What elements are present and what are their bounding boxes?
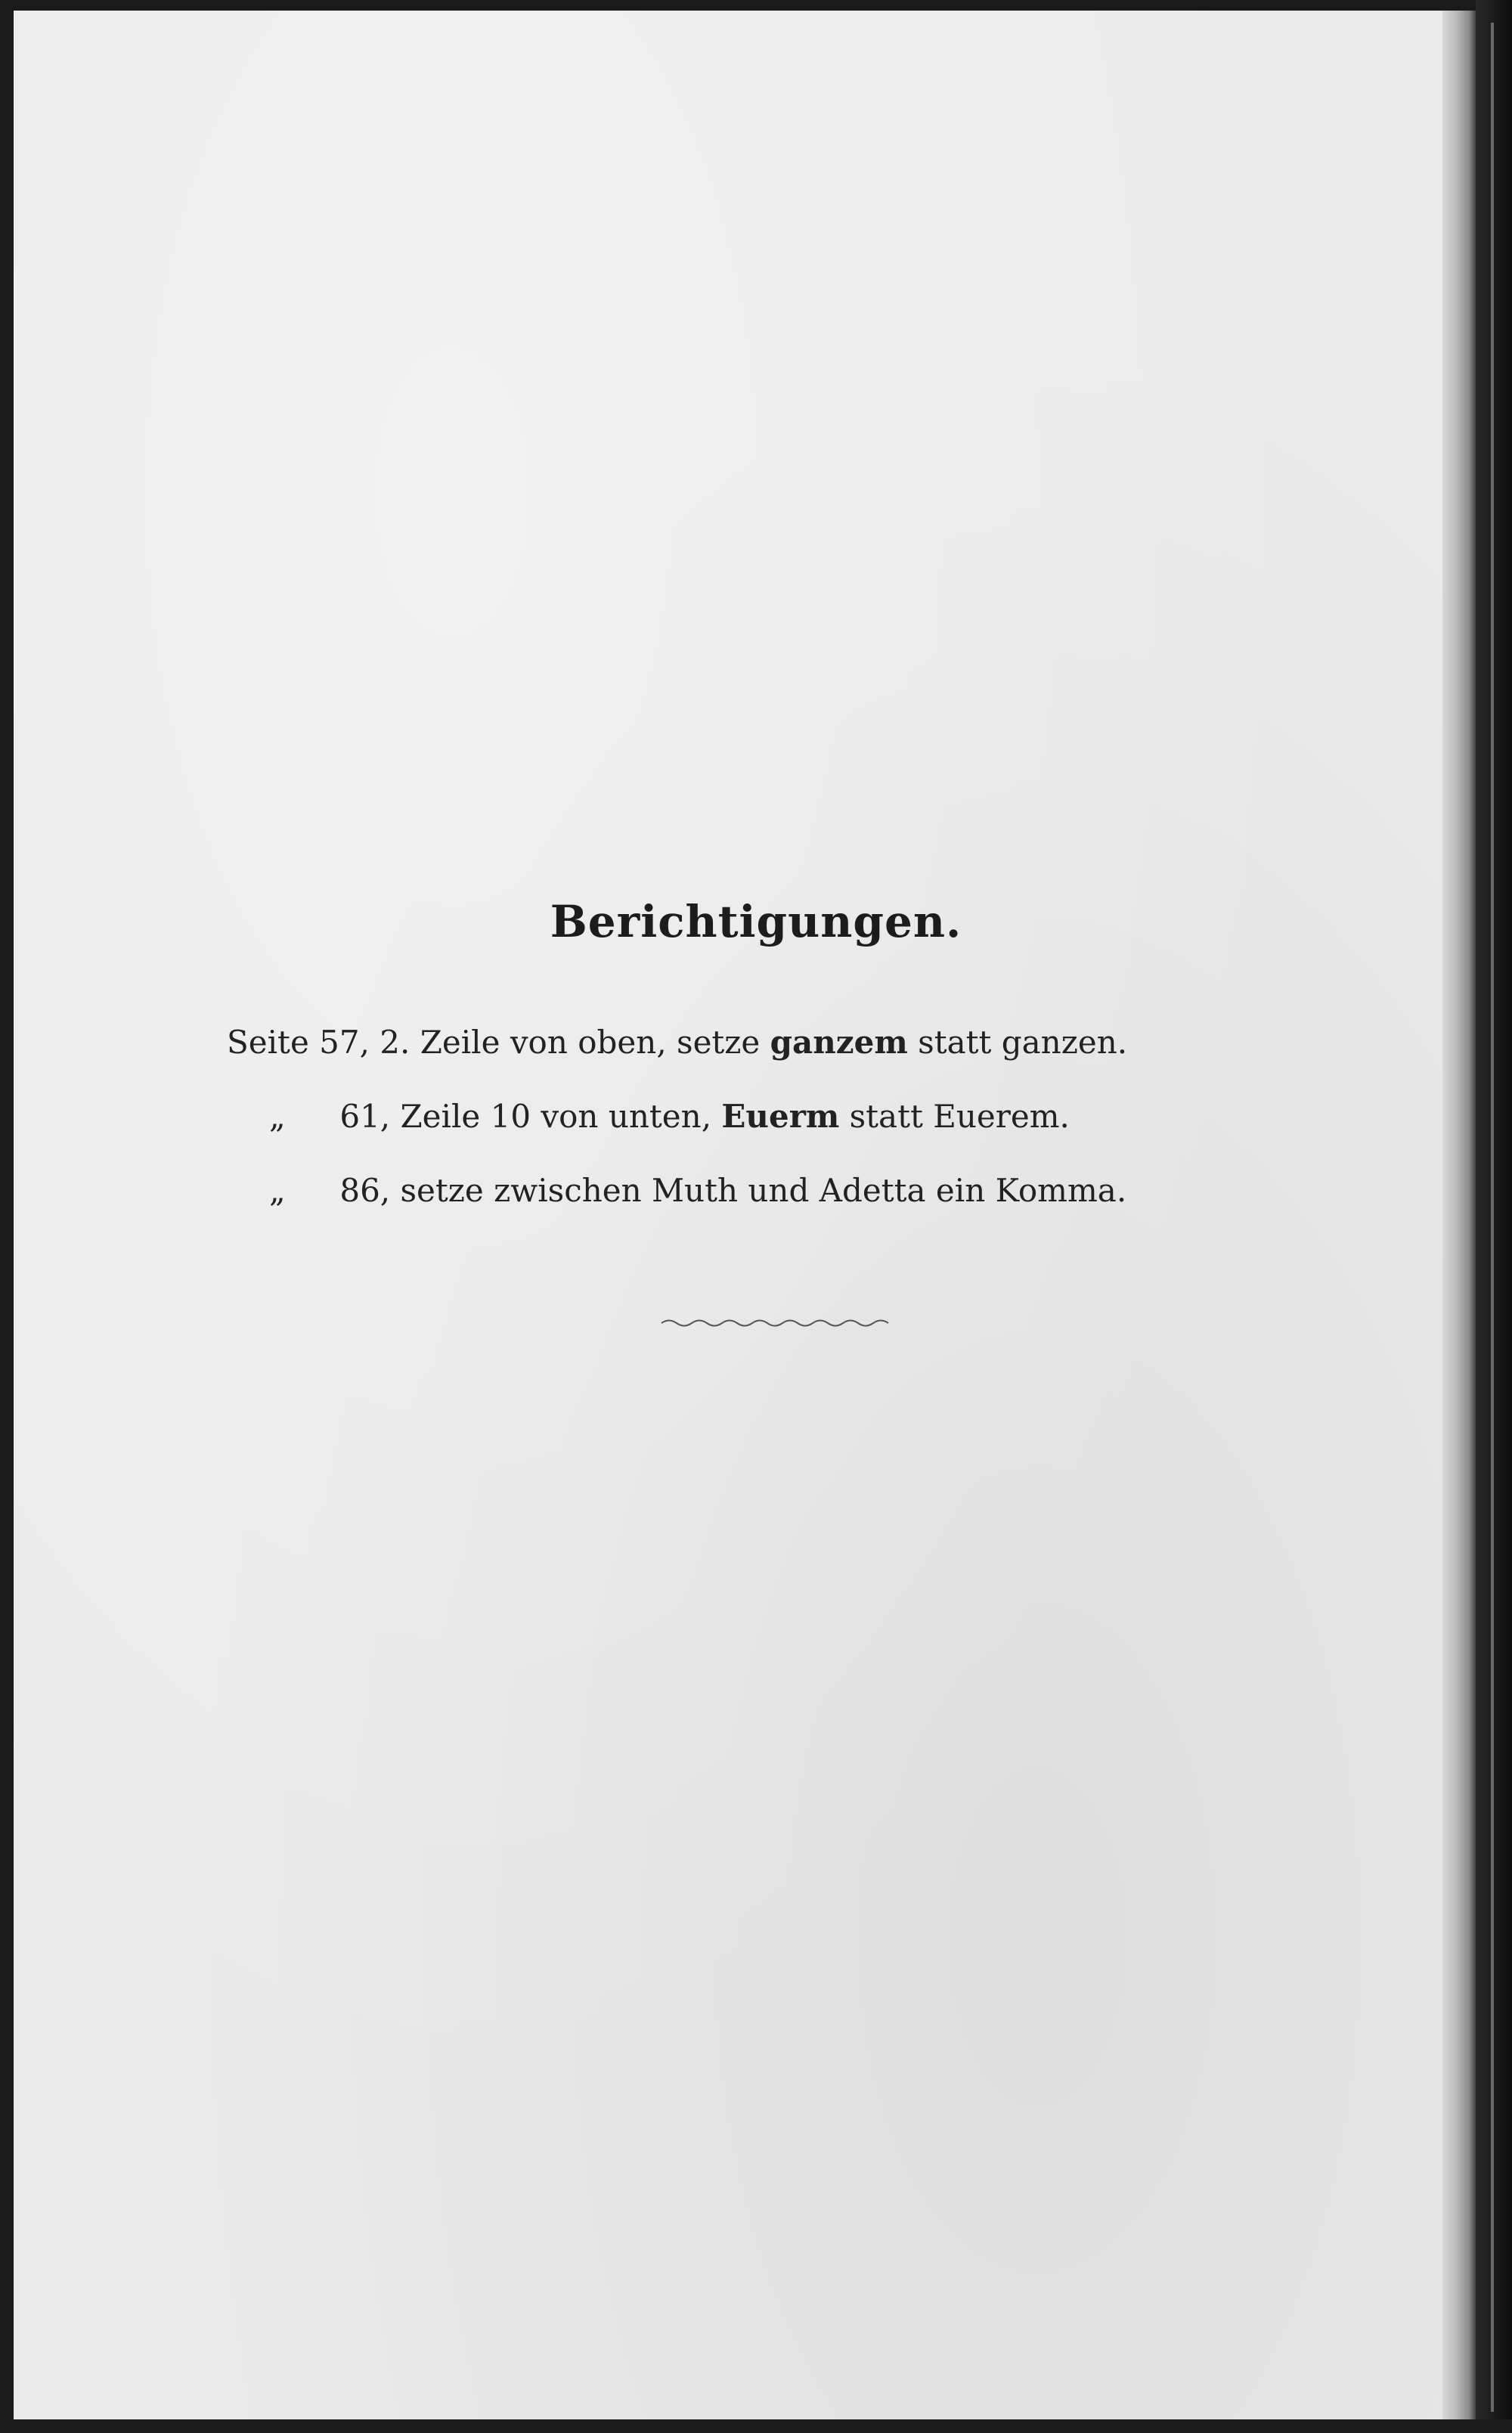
wavy-rule-icon [658, 1312, 900, 1334]
book-page [14, 11, 1476, 2419]
spine-line [1491, 23, 1494, 2412]
page-title: Berichtigungen. [550, 896, 962, 947]
book-spine [1476, 0, 1512, 2433]
correction-2-wrong: Euerem. [933, 1098, 1070, 1135]
correction-line-2 [269, 1098, 1070, 1135]
correction-2-prefix: 61, Zeile 10 von unten, [339, 1098, 712, 1135]
bottom-edge [0, 2419, 1512, 2433]
correction-line-3 [269, 1172, 1126, 1209]
correction-1-correct: ganzem [770, 1024, 908, 1061]
ditto-mark: „ [269, 1172, 286, 1209]
ditto-mark: „ [269, 1098, 286, 1135]
correction-1-middle: statt [918, 1024, 992, 1061]
correction-1-wrong: ganzen. [1001, 1024, 1128, 1061]
correction-2-middle: statt [849, 1098, 923, 1135]
page-edge [1442, 11, 1476, 2419]
correction-3-text: 86, setze zwischen Muth und Adetta ein Komma. [339, 1172, 1127, 1209]
correction-2-correct: Euerm [721, 1098, 840, 1135]
correction-line-1 [227, 1024, 1127, 1061]
correction-1-prefix: Seite 57, 2. Zeile von oben, setze [227, 1024, 761, 1061]
